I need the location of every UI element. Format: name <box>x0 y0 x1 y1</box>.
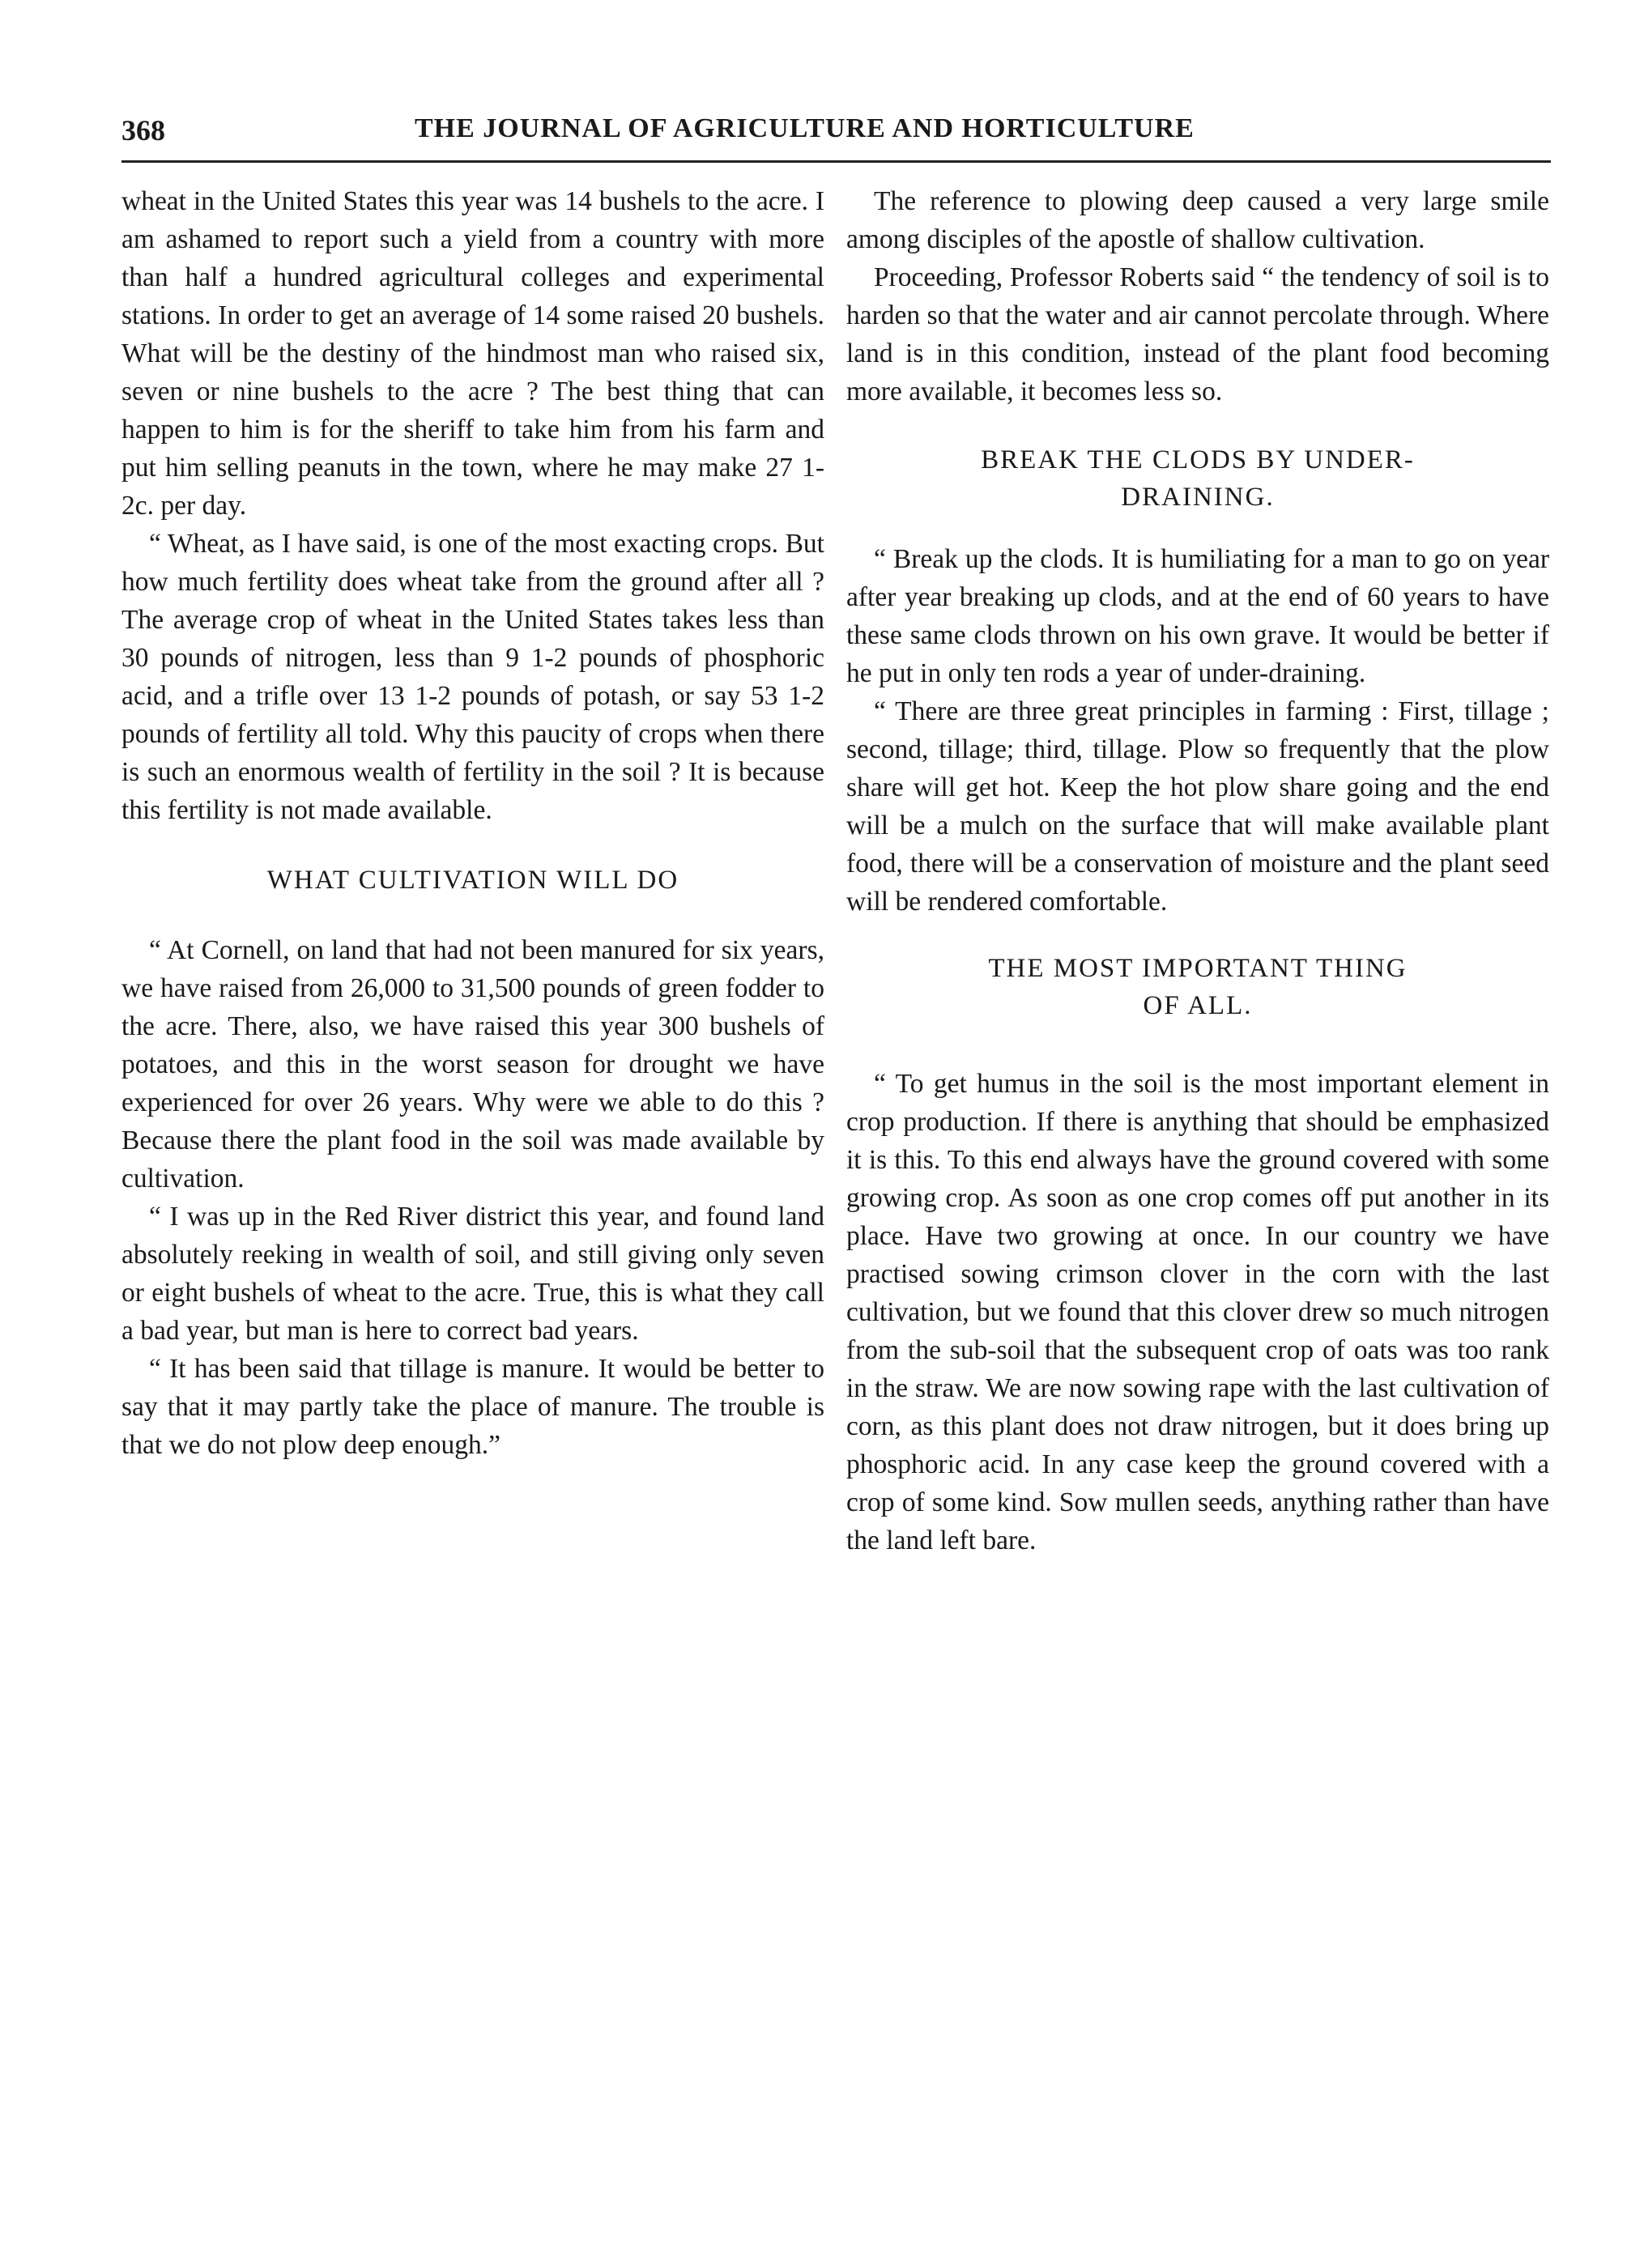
paragraph: “ Wheat, as I have said, is one of the most exacting crops. But how much fertility does wheat take from the ground after all ? The average crop of wheat in the United States takes less than 30 pounds of nitrogen, less than 9 1-2 pounds of phosphoric acid, and a trifle over 13 1-2 pounds of potash, or say 53 1-2 pounds of fertility all told. Why this paucity of crops when there is such an enormous wealth of fertility in the soil ? It is because this fertility is not made available. <box>121 529 824 825</box>
page-number: 368 <box>121 114 165 147</box>
paragraph: wheat in the United States this year was 14 bushels to the acre. I am ashamed to report such a yield from a country with more than half a hundred agricultural colleges and experimental stations. In order to get an average of 14 some raised 20 bushels. What will be the destiny of the hindmost man who raised six, seven or nine bushels to the acre ? The best thing that can happen to him is for the sheriff to take him from his farm and put him selling peanuts in the town, where he may make 27 1-2c. per day. <box>121 186 824 521</box>
heading-line: THE MOST IMPORTANT THING <box>988 954 1408 983</box>
heading-line: BREAK THE CLODS BY UNDER- <box>981 445 1415 474</box>
paragraph: “ At Cornell, on land that had not been manured for six years, we have raised from 26,000 to 31,500 pounds of green fodder to the acre. There, also, we have raised this year 300 bushels of potatoes, and this in the worst season for drought we have experienced for over 26 years. Why were we able to do this ? Because there the plant food in the soil was made available by cultivation. <box>121 935 824 1194</box>
paragraph: “ It has been said that tillage is manure. It would be better to say that it may partly take the place of manure. The trouble is that we do not plow deep enough.” <box>121 1354 824 1460</box>
paragraph: Proceeding, Professor Roberts said “ the tendency of soil is to harden so that the water and air cannot percolate through. Where land is in this condition, instead of the plant food becoming more available, it becomes less so. <box>846 262 1549 406</box>
section-heading: WHAT CULTIVATION WILL DO <box>266 866 679 895</box>
paragraph: The reference to plowing deep caused a very large smile among disciples of the apostle of shallow cultivation. <box>846 186 1549 254</box>
heading-line: DRAINING. <box>1121 483 1275 512</box>
paragraph: “ Break up the clods. It is humiliating for a man to go on year after year breaking up clods, and at the end of 60 years to have these same clods thrown on his own grave. It would be better if he put in only ten rods a year of under-draining. <box>846 544 1549 688</box>
running-title: THE JOURNAL OF AGRICULTURE AND HORTICULTURE <box>415 113 1195 143</box>
left-column <box>121 182 824 1464</box>
section-heading <box>846 950 1549 1024</box>
paragraph: “ I was up in the Red River district this year, and found land absolutely reeking in wealth of soil, and still giving only seven or eight bushels of wheat to the acre. True, this is what they call a bad year, but man is here to correct bad years. <box>121 1202 824 1346</box>
section-heading <box>846 441 1549 516</box>
right-column <box>846 182 1549 1560</box>
paragraph: “ To get humus in the soil is the most important element in crop production. If there is anything that should be emphasized it is this. To this end always have the ground covered with some growing crop. As soon as one crop comes off put another in its place. Have two growing at once. In our country we have practised sowing crimson clover in the corn with the last cultivation, but we found that this clover drew so much nitrogen from the sub-soil that the subsequent crop of oats was too rank in the straw. We are now sowing rape with the last cultivation of corn, as this plant does not draw nitrogen, but it does bring up phosphoric acid. In any case keep the ground covered with a crop of some kind. Sow mullen seeds, anything rather than have the land left bare. <box>846 1069 1549 1555</box>
heading-line: OF ALL. <box>1143 991 1253 1020</box>
page-header <box>121 113 1551 159</box>
header-rule <box>121 160 1551 163</box>
paragraph: “ There are three great principles in farming : First, tillage ; second, tillage; third, tillage. Plow so frequently that the plow share will get hot. Keep the hot plow share going and the end will be a mulch on the surface that will make available plant food, there will be a conservation of moisture and the plant seed will be rendered comfortable. <box>846 696 1549 917</box>
